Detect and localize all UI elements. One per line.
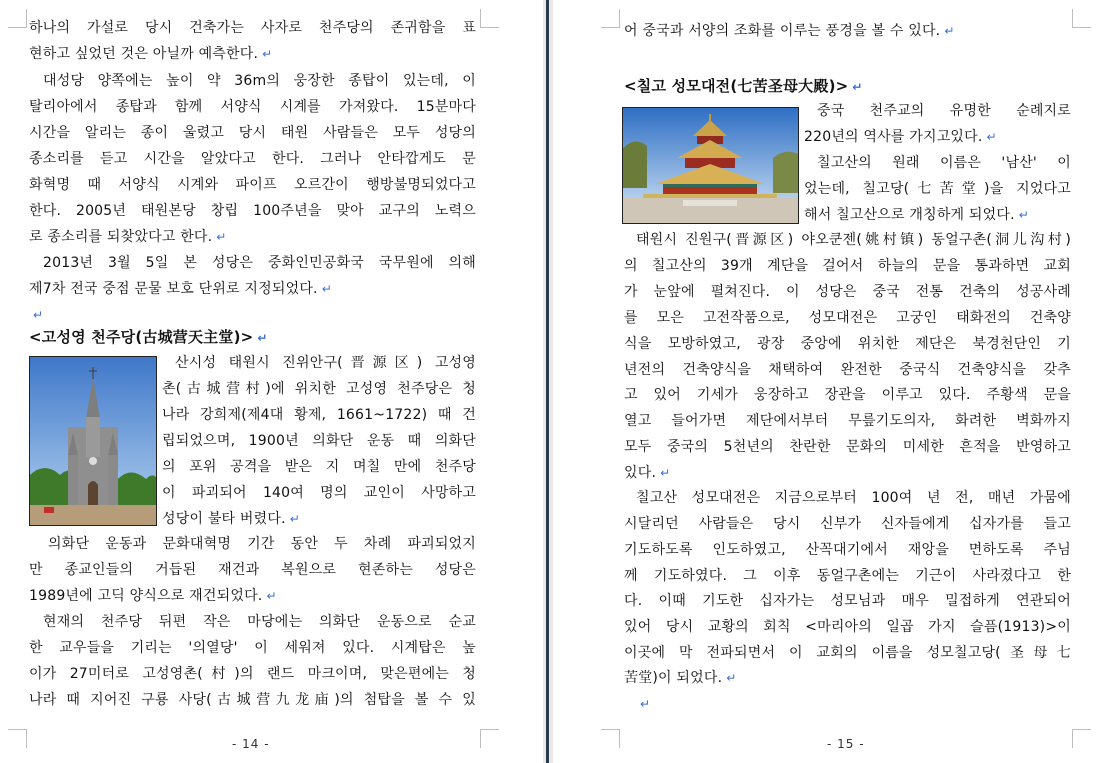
paragraph-mark-icon: ↵ (852, 80, 863, 94)
text-line: 열고 들어가면 제단에서부터 무릎기도의자, 화려한 벽화까지 (624, 413, 1071, 429)
text-line: 중국 천주교의 유명한 순례지로 (817, 103, 1071, 119)
paragraph-mark-icon: ↵ (289, 512, 301, 526)
text-line: 산시성 태원시 진위안구(晋源区) 고성영 (175, 355, 476, 371)
text-line: 한다. 2005년 태원본당 창립 100주년을 맞아 교구의 노력으 (29, 203, 476, 219)
text-line: 칠고산의 원래 이름은 '남산' 이 (817, 155, 1071, 171)
text-line: 성당이 불타 버렸다. ↵ (162, 511, 301, 527)
text-line: 하나의 가설로 당시 건축가는 사자로 천주당의 존귀함을 표 (29, 20, 476, 36)
text-line: 만 종교인들의 거듭된 재건과 복원으로 현존하는 성당은 (29, 562, 476, 578)
text-line: 다. 이때 기도한 십자가는 성모님과 매우 밀접하게 연관되어 (624, 593, 1071, 609)
text-line: 께 기도하였다. 그 이후 동얼구촌에는 기근이 사라졌다고 한 (624, 568, 1071, 584)
text-line: 현하고 싶었던 것은 아닐까 예측한다. ↵ (29, 46, 273, 62)
crop-mark (8, 729, 27, 748)
text-line: 종소리를 듣고 시간을 알았다고 한다. 그러나 안타깝게도 문 (29, 151, 476, 167)
crop-mark (8, 9, 27, 28)
crop-mark (601, 9, 620, 28)
text-line: 의 칠고산의 39개 계단을 걸어서 하늘의 문을 통과하면 교회 (624, 258, 1071, 274)
text-line: 의 포위 공격을 받은 지 며칠 만에 천주당 (162, 459, 476, 475)
paragraph-mark-icon: ↵ (726, 671, 737, 685)
section-heading: <고성영 천주당(古城营天主堂)> ↵ (29, 328, 268, 346)
empty-line (624, 46, 1071, 68)
paragraph-mark-icon: ↵ (216, 230, 227, 244)
text-line: 년전의 건축양식을 채택하여 완전한 중국식 건축양식을 갖추 (624, 362, 1071, 378)
page-left (0, 0, 543, 763)
text-line: 있다. ↵ (624, 465, 671, 481)
text-line: 식을 모방하였고, 광장 중앙에 위치한 제단은 북경천단인 기 (624, 336, 1071, 352)
paragraph-mark-icon: ↵ (33, 308, 44, 322)
gutter-rule (546, 0, 549, 763)
text-line: 기도하도록 인도하였고, 산꼭대기에서 재앙을 면하도록 주님 (624, 542, 1071, 558)
paragraph-mark-icon: ↵ (1018, 208, 1030, 222)
text-line: 시달리던 사람들은 당시 신부가 신자들에게 십자가를 들고 (624, 516, 1071, 532)
text-line: 촌(古城营村)에 위치한 고성영 천주당은 청 (162, 381, 476, 397)
text-line: 해서 칠고산으로 개칭하게 되었다. ↵ (804, 207, 1030, 223)
text-line: 화혁명 때 서양식 시계와 파이프 오르간이 행방불명되었다고 (29, 177, 476, 193)
paragraph-mark-icon: ↵ (660, 466, 671, 480)
text-line: 이곳에 막 전파되면서 이 교회의 이름을 성모칠고당(圣母七 (624, 645, 1071, 661)
text-line: 가 눈앞에 펼쳐진다. 이 성당은 중국 전통 건축의 성공사례 (624, 284, 1071, 300)
paragraph-mark-icon: ↵ (944, 24, 955, 38)
church-photo (29, 356, 157, 526)
crop-mark (480, 9, 499, 28)
text-line: 칠고산 성모대전은 지금으로부터 100여 년 전, 매년 가뭄에 (636, 490, 1071, 506)
text-line: 모두 중국의 5천년의 찬란한 문화의 미세한 흔적을 반영하고 (624, 439, 1071, 455)
text-line: 의화단 운동과 문화대혁명 기간 동안 두 차례 파괴되었지 (48, 536, 476, 552)
paragraph-mark-icon: ↵ (321, 282, 332, 296)
text-line: 제7차 전국 중점 문물 보호 단위로 지정되었다. ↵ (29, 281, 332, 297)
paragraph-mark-icon: ↵ (986, 130, 997, 144)
text-line: 시간을 알리는 종이 울렸고 당시 태원 사람들은 모두 성당의 (29, 125, 476, 141)
text-line: 를 모은 고전작품으로, 성모대전은 고궁인 태화전의 건축양 (624, 310, 1071, 326)
cathedral-photo (622, 107, 799, 224)
text-line: 이 파괴되어 140여 명의 교인이 사망하고 (162, 485, 476, 501)
page-right (553, 0, 1096, 763)
text-line: 로 종소리를 되찾았다고 한다. ↵ (29, 229, 227, 245)
text-line: 었는데, 칠고당(七苦堂)을 지었다고 (804, 181, 1071, 197)
text-line: 1989년에 고딕 양식으로 재건되었다. ↵ (29, 588, 277, 604)
text-line: 대성당 양쪽에는 높이 약 36m의 웅장한 종탑이 있는데, 이 (43, 73, 476, 89)
text-line: 태원시 진원구(晋源区) 야오쿤젠(姚村镇) 동얼구촌(洞儿沟村) (636, 232, 1071, 248)
text-line: 이가 27미터로 고성영촌(村)의 랜드 마크이며, 맞은편에는 청 (29, 666, 476, 682)
paragraph-mark-icon: ↵ (640, 697, 651, 711)
paragraph-mark-icon: ↵ (257, 331, 268, 345)
text-line: 220년의 역사를 가지고있다. ↵ (804, 129, 997, 145)
text-line: 나라 때 지어진 구룡 사당(古城营九龙庙)의 첨탑을 볼 수 있 (29, 692, 476, 708)
section-heading: <칠고 성모대전(七苦圣母大殿)> ↵ (624, 77, 863, 95)
text-line: 나라 강희제(제4대 황제, 1661~1722) 때 건 (162, 407, 476, 423)
crop-mark (601, 729, 620, 748)
empty-line (636, 693, 1071, 715)
text-line: 립되었으며, 1900년 의화단 운동 때 의화단 (162, 433, 476, 449)
crop-mark (1072, 729, 1091, 748)
text-line: 한 교우들을 기리는 '의열당' 이 세워져 있다. 시계탑은 높 (29, 640, 476, 656)
paragraph-mark-icon: ↵ (262, 47, 273, 61)
page-number: - 14 - (232, 737, 270, 751)
text-line: 고 있어 기세가 웅장하고 장관을 이루고 있다. 주황색 문을 (624, 387, 1071, 403)
empty-line (29, 304, 476, 326)
text-line: 苦堂)이 되었다. ↵ (624, 670, 737, 686)
text-line: 어 중국과 서양의 조화를 이루는 풍경을 볼 수 있다. ↵ (624, 23, 955, 39)
crop-mark (480, 729, 499, 748)
text-line: 있어 당시 교황의 회칙 <마리아의 일곱 가지 슬픔(1913)>이 (624, 619, 1071, 635)
crop-mark (1072, 9, 1091, 28)
text-line: 탈리아에서 종탑과 함께 서양식 시계를 가져왔다. 15분마다 (29, 99, 476, 115)
page-number: - 15 - (827, 737, 865, 751)
text-line: 현재의 천주당 뒤편 작은 마당에는 의화단 운동으로 순교 (43, 614, 476, 630)
paragraph-mark-icon: ↵ (266, 589, 277, 603)
text-line: 2013년 3월 5일 본 성당은 중화인민공화국 국무원에 의해 (43, 255, 476, 271)
page-gutter (543, 0, 553, 763)
